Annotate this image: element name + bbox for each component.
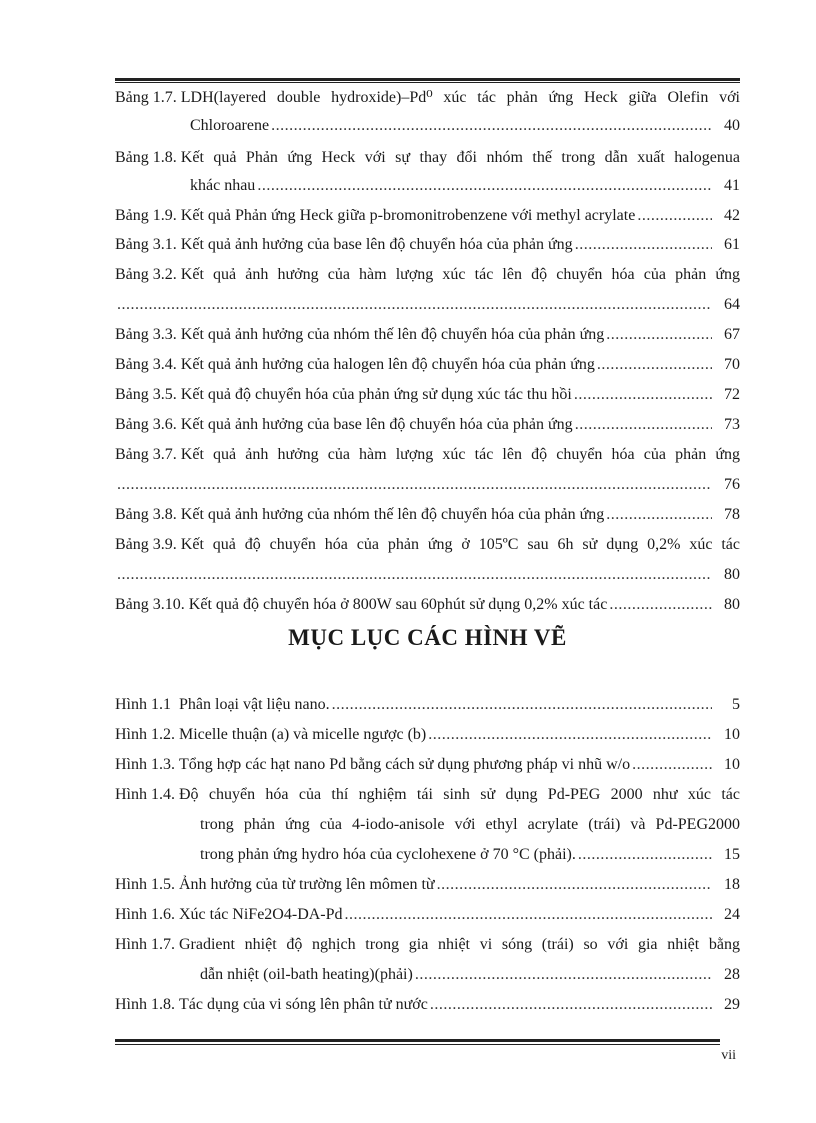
toc-entry-table-1-7[interactable] (115, 88, 740, 108)
toc-entry-table-3-10[interactable] (115, 595, 740, 615)
toc-entry-figure-1-4[interactable] (115, 785, 740, 805)
entry-page: 73 (724, 416, 740, 433)
toc-entry-figure-1-7-cont[interactable] (200, 965, 740, 985)
entry-prefix: Bảng 3.9. (115, 536, 177, 553)
toc-entry-figure-1-5[interactable] (115, 875, 740, 895)
toc-entry-figure-1-7[interactable] (115, 935, 740, 955)
toc-entry-figure-1-6[interactable] (115, 905, 740, 925)
entry-page: 42 (724, 207, 740, 224)
toc-entry-table-1-9[interactable] (115, 206, 740, 226)
entry-title: Kết quả Phản ứng Heck với sự thay đổi nhóm thế trong dẫn xuất halogenua (180, 149, 740, 166)
entry-prefix: Hình 1.6. (115, 906, 175, 923)
entry-prefix: Bảng 3.1. (115, 236, 177, 253)
entry-page: 72 (724, 386, 740, 403)
leader-dots (632, 755, 712, 775)
entry-prefix: Bảng 3.10. (115, 596, 185, 613)
entry-title: Kết quả độ chuyển hóa của phản ứng ở 105ºC sau 6h sử dụng 0,2% xúc tác (180, 536, 740, 553)
leader-dots (117, 295, 712, 315)
entry-title: Kết quả độ chuyển hóa của phản ứng sử dụng xúc tác thu hồi (180, 386, 572, 403)
toc-entry-table-3-7-cont[interactable] (115, 475, 740, 495)
entry-prefix: Hình 1.4. (115, 786, 175, 803)
entry-page: 10 (724, 756, 740, 773)
leader-dots (609, 595, 712, 615)
entry-prefix: Bảng 3.5. (115, 386, 177, 403)
leader-dots (117, 565, 712, 585)
toc-entry-table-3-3[interactable] (115, 325, 740, 345)
entry-prefix: Bảng 1.8. (115, 149, 177, 166)
toc-entry-figure-1-4-cont1[interactable] (200, 815, 740, 835)
entry-title: Kết quả ảnh hưởng của halogen lên độ chuyển hóa của phản ứng (180, 356, 595, 373)
entry-title: Độ chuyển hóa của thí nghiệm tái sinh sử dụng Pd-PEG 2000 như xúc tác (179, 786, 740, 803)
leader-dots (575, 235, 712, 255)
leader-dots (578, 845, 712, 865)
entry-title: Kết quả ảnh hưởng của base lên độ chuyển hóa của phản ứng (180, 416, 573, 433)
entry-prefix: Bảng 3.2. (115, 266, 177, 283)
leader-dots (428, 725, 712, 745)
leader-dots (271, 116, 712, 136)
leader-dots (575, 415, 712, 435)
entry-title: Kết quả ảnh hưởng của base lên độ chuyển hóa của phản ứng (180, 236, 573, 253)
toc-entry-table-1-7-cont[interactable] (190, 116, 740, 136)
toc-entry-figure-1-2[interactable] (115, 725, 740, 745)
leader-dots (257, 176, 712, 196)
footer-rule (115, 1039, 720, 1045)
entry-prefix: Bảng 1.9. (115, 207, 177, 224)
toc-entry-figure-1-4-cont2[interactable] (200, 845, 740, 865)
entry-prefix: Bảng 3.6. (115, 416, 177, 433)
entry-page: 29 (724, 996, 740, 1013)
entry-title: Phân loại vật liệu nano. (179, 696, 330, 713)
entry-page: 76 (724, 476, 740, 493)
entry-title: Ảnh hưởng của từ trường lên mômen từ (179, 876, 435, 893)
figures-heading: MỤC LỤC CÁC HÌNH VẼ (288, 625, 567, 650)
entry-title: Kết quả ảnh hưởng của nhóm thế lên độ chuyển hóa của phản ứng (180, 506, 605, 523)
entry-page: 80 (724, 566, 740, 583)
entry-page: 5 (732, 696, 740, 713)
toc-entry-figure-1-1[interactable] (115, 695, 740, 715)
entry-prefix: Hình 1.2. (115, 726, 175, 743)
toc-entry-figure-1-8[interactable] (115, 995, 740, 1015)
header-rule (115, 78, 740, 83)
entry-page: 78 (724, 506, 740, 523)
entry-title: Tác dụng của vi sóng lên phân tử nước (179, 996, 428, 1013)
entry-title: Kết quả ảnh hưởng của nhóm thế lên độ chuyển hóa của phản ứng (180, 326, 605, 343)
entry-prefix: Hình 1.8. (115, 996, 175, 1013)
entry-prefix: Bảng 3.4. (115, 356, 177, 373)
entry-page: 64 (724, 296, 740, 313)
entry-prefix: Bảng 3.3. (115, 326, 177, 343)
entry-title-cont: trong phản ứng hydro hóa của cyclohexene ở 70 °C (phải). (200, 846, 576, 863)
toc-entry-table-3-5[interactable] (115, 385, 740, 405)
toc-entry-table-3-4[interactable] (115, 355, 740, 375)
leader-dots (345, 905, 712, 925)
entry-title-cont: Chloroarene (190, 117, 270, 134)
entry-title: Tổng hợp các hạt nano Pd bằng cách sử dụng phương pháp vi nhũ w/o (179, 756, 631, 773)
entry-title: Gradient nhiệt độ nghịch trong gia nhiệt vi sóng (trái) so với gia nhiệt bằng (179, 936, 740, 953)
entry-title: Kết quả Phản ứng Heck giữa p-bromonitrobenzene với methyl acrylate (180, 207, 636, 224)
leader-dots (574, 385, 712, 405)
toc-entry-table-3-1[interactable] (115, 235, 740, 255)
entry-page: 41 (724, 177, 740, 194)
toc-entry-table-1-8-cont[interactable] (190, 176, 740, 196)
entry-page: 15 (724, 846, 740, 863)
entry-prefix: Hình 1.1 (115, 696, 171, 713)
entry-title: Kết quả ảnh hưởng của hàm lượng xúc tác lên độ chuyển hóa của phản ứng (180, 266, 740, 283)
entry-page: 67 (724, 326, 740, 343)
entry-page: 24 (724, 906, 740, 923)
page-number: vii (721, 1048, 736, 1063)
entry-prefix: Hình 1.5. (115, 876, 175, 893)
leader-dots (437, 875, 712, 895)
entry-title-cont: khác nhau (190, 177, 256, 194)
leader-dots (606, 505, 712, 525)
leader-dots (117, 475, 712, 495)
toc-entry-table-1-8[interactable] (115, 148, 740, 168)
toc-entry-table-3-6[interactable] (115, 415, 740, 435)
leader-dots (637, 206, 712, 226)
toc-entry-table-3-9[interactable] (115, 535, 740, 555)
entry-title: Kết quả độ chuyển hóa ở 800W sau 60phút sử dụng 0,2% xúc tác (188, 596, 608, 613)
leader-dots (597, 355, 712, 375)
entry-prefix: Bảng 1.7. (115, 89, 177, 106)
toc-entry-table-3-9-cont[interactable] (115, 565, 740, 585)
entry-page: 40 (724, 117, 740, 134)
entry-prefix: Bảng 3.7. (115, 446, 177, 463)
toc-entry-table-3-8[interactable] (115, 505, 740, 525)
entry-title: Kết quả ảnh hưởng của hàm lượng xúc tác lên độ chuyển hóa của phản ứng (180, 446, 740, 463)
toc-entry-table-3-2[interactable] (115, 265, 740, 285)
toc-entry-table-3-2-cont[interactable] (115, 295, 740, 315)
entry-prefix: Hình 1.3. (115, 756, 175, 773)
entry-page: 10 (724, 726, 740, 743)
entry-prefix: Bảng 3.8. (115, 506, 177, 523)
entry-title: Micelle thuận (a) và micelle ngược (b) (179, 726, 427, 743)
leader-dots (415, 965, 712, 985)
toc-entry-figure-1-3[interactable] (115, 755, 740, 775)
leader-dots (430, 995, 712, 1015)
entry-title: LDH(layered double hydroxide)–Pd⁰ xúc tác phản ứng Heck giữa Olefin với (180, 89, 740, 106)
entry-page: 28 (724, 966, 740, 983)
toc-entry-table-3-7[interactable] (115, 445, 740, 465)
entry-title-cont: dẫn nhiệt (oil-bath heating)(phải) (200, 966, 413, 983)
entry-prefix: Hình 1.7. (115, 936, 175, 953)
entry-page: 70 (724, 356, 740, 373)
entry-page: 18 (724, 876, 740, 893)
entry-page: 61 (724, 236, 740, 253)
entry-title: Xúc tác NiFe2O4-DA-Pd (179, 906, 343, 923)
entry-title-cont: trong phản ứng của 4-iodo-anisole với ethyl acrylate (trái) và Pd-PEG2000 (200, 816, 740, 833)
entry-page: 80 (724, 596, 740, 613)
leader-dots (606, 325, 712, 345)
leader-dots (332, 695, 712, 715)
